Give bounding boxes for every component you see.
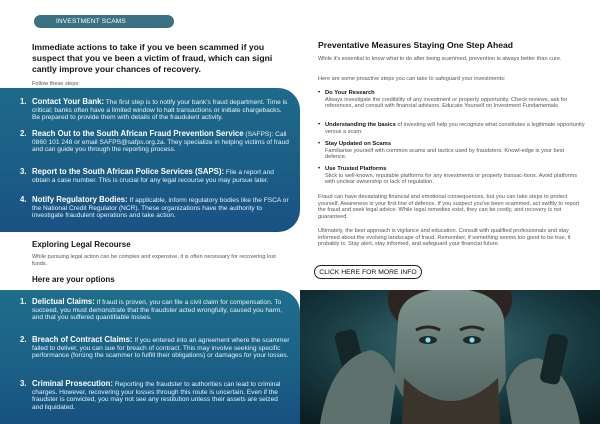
bullet-icon: •: [318, 166, 321, 172]
bullet-icon: •: [318, 122, 321, 128]
option-body: Reporting the fraudster to authorities can lead to criminal charges. However, recovering your losses through this route is uncertain. Even if the fraudster is convicted, you may not see any restitution unless their assets are seized and liquidated.: [32, 381, 281, 411]
more-info-button[interactable]: CLICK HERE FOR MORE INFO: [314, 265, 422, 279]
follow-steps-label: Follow these steps:: [32, 81, 80, 87]
man-on-phone-photo: [300, 290, 600, 424]
step-body: The first step is to notify your bank's fraud department. Time is critical; banks often have a limited window to halt transactions or initiate chargebacks. Be prepared to provide them with details of the fraudulent activity.: [32, 99, 288, 122]
section-tag: INVESTMENT SCAMS: [34, 15, 174, 28]
options-title: Here are your options: [32, 275, 115, 284]
preventative-title: Preventative Measures Staying One Step Ahead: [318, 40, 514, 50]
vigilance-paragraph: Ultimately, the best approach is vigilance and education. Consult with qualified professionals and stay informed about the evolving landscape of fraud. Remember, if something seems too good to be true, it probably is. Stay alert, stay informed, and safeguard your financial future.: [318, 228, 571, 248]
option-body: If you entered into an agreement where the scammer failed to deliver, you can sue for breach of contract. This may involve seeking specific performance (forcing the scammer to fulfill their obligations) or damages for your losses.: [32, 337, 290, 360]
step-body: (SAFPS): Call 0860 101 248 or email SAFPS@safps.org.za. They specialize in helping victims of fraud and can guide you through the reporting process.: [32, 131, 289, 154]
legal-recourse-title: Exploring Legal Recourse: [32, 240, 131, 249]
bullet-item: • Stay Updated on Scams Familiarise yourself with common scams and tactics used by fraudsters. Knowl-edge is your best defence.: [318, 141, 565, 161]
bullet-icon: •: [318, 141, 321, 147]
bullet-item: • Do Your Research Always investigate the credibility of any investment or property opportunity. Check reviews, ask for references, and consult with financial advisors. Educate Yourself on Investment Fundamentals: [318, 90, 568, 110]
step-body: If applicable, inform regulatory bodies like the FSCA or the National Credit Regulator (NCR). These organizations have the authority to investigate fraudulent operations and take action.: [32, 197, 289, 220]
option-title: Criminal Prosecution:: [32, 379, 114, 388]
step-title: Contact Your Bank:: [32, 97, 105, 106]
option-body: If fraud is proven, you can file a civil claim for compensation. To succeed, you must demonstrate that the fraudster acted wrongfully, caused you harm, and that you suffered quantifiable losses.: [32, 299, 283, 322]
step-body: File a report and obtain a case number. This is crucial for any legal recourse you may pursue later.: [32, 169, 274, 184]
consequences-paragraph: Fraud can have devastating financial and emotional consequences, but you can take steps to protect yourself. Awareness is your first line of defence. If you suspect you've been scammed, act swiftly to report the fraud and seek legal advice. While legal remedies exist, they can be costly, and recovery is not guaranteed.: [318, 194, 580, 220]
option-title: Delictual Claims:: [32, 297, 95, 306]
intro-text-2: Here are some proactive steps you can take to safeguard your investments:: [318, 76, 506, 82]
option-title: Breach of Contract Claims:: [32, 335, 133, 344]
step-title: Notify Regulatory Bodies:: [32, 195, 128, 204]
bullet-item: • Use Trusted Platforms Stick to well-known, reputable platforms for any investments or property transac-tions. Avoid platforms with unclear ownership or lack of regulation.: [318, 166, 578, 186]
step-title: Reach Out to the South African Fraud Prevention Service: [32, 129, 244, 138]
intro-text: While it's essential to know what to do after being scammed, prevention is always better than cure.: [318, 56, 562, 62]
steps-panel: 1. Contact Your Bank: The first step is to notify your bank's fraud department. Time is critical; banks often have a limited window to halt transactions or initiate chargebacks. Be prepared to provide them with details of the fraudulent activity. 2. Reach Out to the South African Fraud Prevention Service (SAFPS): Call 0860 101 248 or email SAFPS@safps.org.za. They specialize in helping victims of fraud and can guide you through the reporting process. 3. Report to the South African Police Services (SAPS): File a report and obtain a case number. This is crucial for any legal recourse you may pursue later. 4. Notify Regulatory Bodies: If applicable, inform regulatory bodies like the FSCA or the National Credit Regulator (NCR). These organizations have the authority to investigate fraudulent operations and take action.: [0, 88, 300, 232]
options-panel: 1. Delictual Claims: If fraud is proven, you can file a civil claim for compensation. To succeed, you must demonstrate that the fraudster acted wrongfully, caused you harm, and that you suffered quantifiable losses. 2. Breach of Contract Claims: If you entered into an agreement where the scammer failed to deliver, you can sue for breach of contract. This may involve seeking specific performance (forcing the scammer to fulfill their obligations) or damages for your losses. 3. Criminal Prosecution: Reporting the fraudster to authorities can lead to criminal charges. However, recovering your losses through this route is uncertain. Even if the fraudster is convicted, you may not see any restitution unless their assets are seized and liquidated.: [0, 290, 300, 424]
bullet-icon: •: [318, 90, 321, 96]
step-title: Report to the South African Police Services (SAPS):: [32, 167, 225, 176]
bullet-item: • Understanding the basics of investing will help you recognize what constitutes a legitimate opportunity versus a scam.: [318, 122, 585, 135]
legal-recourse-text: While pursuing legal action can be complex and expensive, it is often necessary for recovering lost funds.: [32, 254, 276, 267]
page-heading: Immediate actions to take if you ve been scammed if you suspect that you ve been a victim of fraud, which can signi cantly improve your chances of recovery.: [32, 42, 273, 74]
